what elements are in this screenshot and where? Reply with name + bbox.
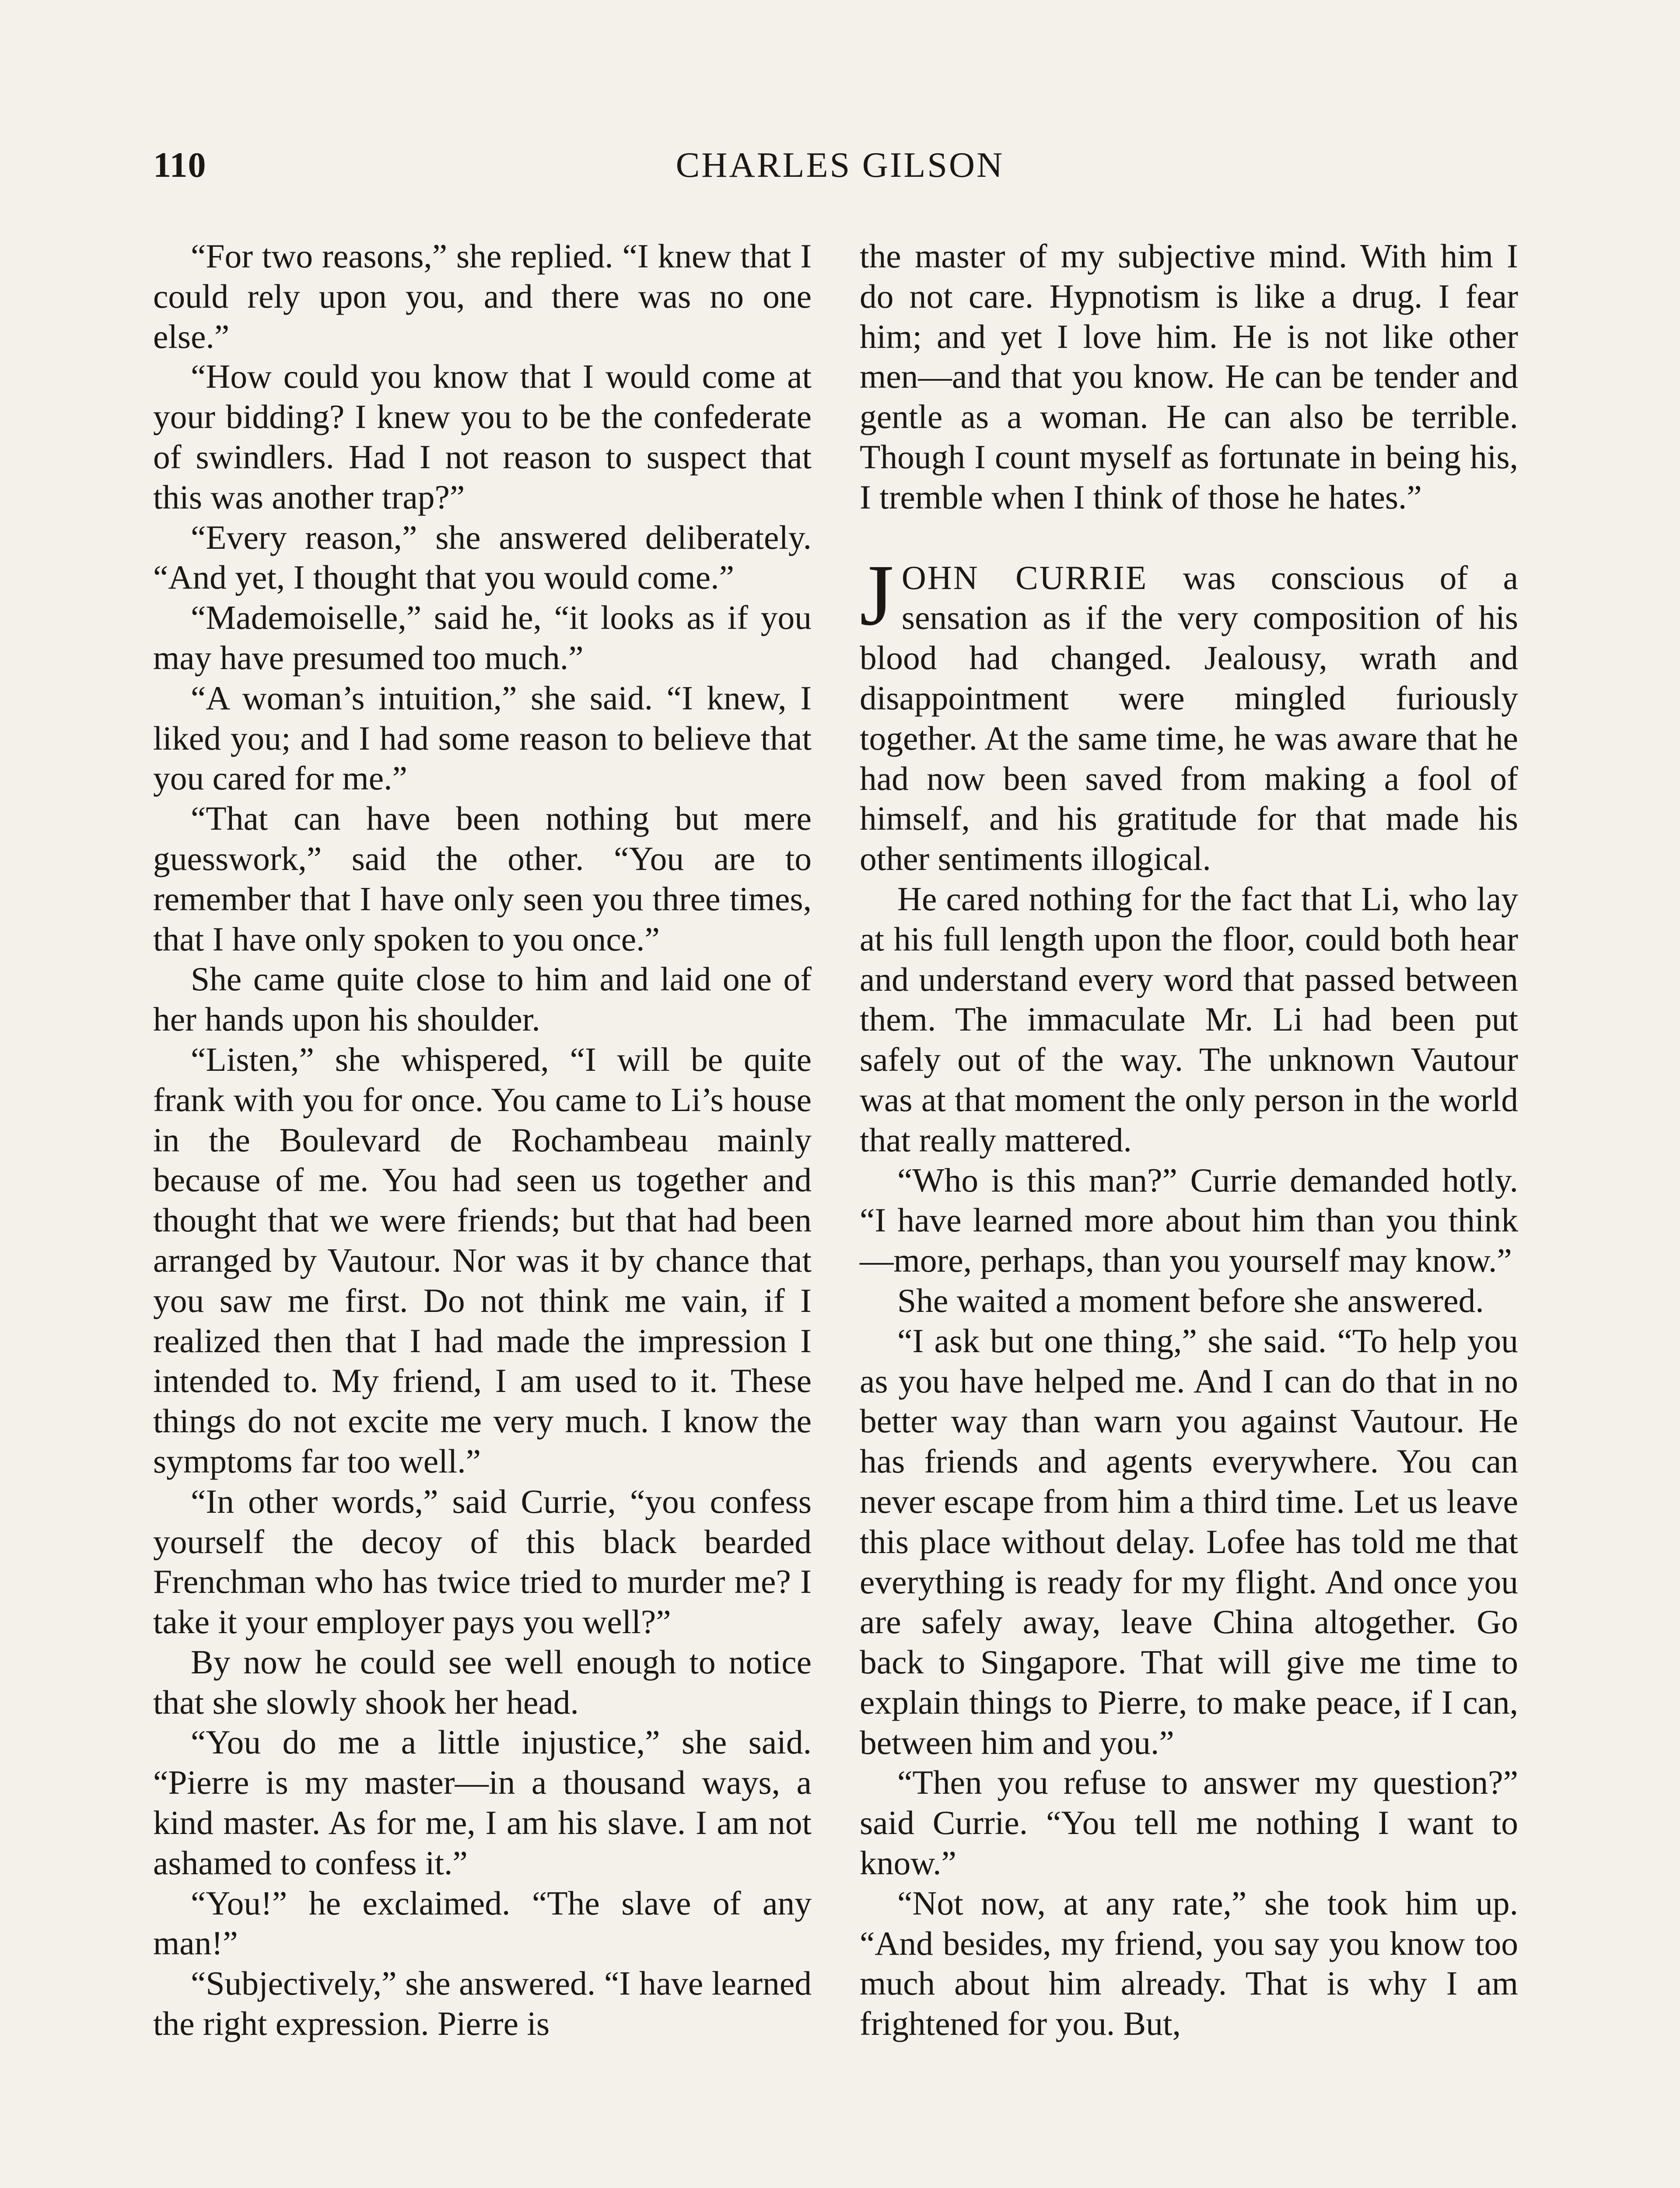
- paragraph: “For two reasons,” she replied. “I knew that I could rely upon you, and there was no one else.”: [153, 237, 812, 355]
- page-number: 110: [153, 145, 206, 185]
- page-header: [153, 144, 1527, 193]
- paragraph: “I ask but one thing,” she said. “To help you as you have helped me. And I can do that in no better way than warn you against Vautour. He has friends and agents everywhere. You can never escape from him a third time. Let us leave this place without delay. Lofee has told me that everything is ready for my flight. And once you are safely away, leave China altogether. Go back to Singapore. That will give me time to explain things to Pierre, to make peace, if I can, between him and you.”: [860, 1322, 1518, 1761]
- paragraph: “You!” he exclaimed. “The slave of any man!”: [153, 1884, 812, 1962]
- paragraph: He cared nothing for the fact that Li, who lay at his full length upon the floor, could both hear and understand every word that passed between them. The immaculate Mr. Li had been put safely out of the way. The unknown Vautour was at that moment the only person in the world that really mattered.: [860, 880, 1518, 1159]
- paragraph: By now he could see well enough to notice that she slowly shook her head.: [153, 1643, 812, 1721]
- continued-paragraph: the master of my subjective mind. With him I do not care. Hypnotism is like a drug. I fear him; and yet I love him. He is not like other men—and that you know. He can be tender and gentle as a woman. He can also be terrible. Though I count myself as fortunate in being his, I tremble when I think of those he hates.”: [860, 237, 1518, 516]
- drop-cap: J: [860, 547, 894, 644]
- section-opening-paragraph: [860, 547, 1518, 879]
- paragraph: “Every reason,” she answered deliberately. “And yet, I thought that you would come.”: [153, 518, 812, 596]
- paragraph: She came quite close to him and laid one of her hands upon his shoulder.: [153, 960, 812, 1038]
- paragraph: “Subjectively,” she answered. “I have learned the right expression. Pierre is: [153, 1964, 812, 2043]
- lead-in-caps: OHN CURRIE: [901, 558, 1148, 596]
- paragraph: “A woman’s intuition,” she said. “I knew, I liked you; and I had some reason to believe that you cared for me.”: [153, 679, 812, 797]
- paragraph: She waited a moment before she answered.: [897, 1281, 1484, 1319]
- paragraph: “You do me a little injustice,” she said. “Pierre is my master—in a thousand ways, a kind master. As for me, I am his slave. I am not ashamed to confess it.”: [153, 1723, 812, 1882]
- paragraph: “Who is this man?” Currie demanded hotly. “I have learned more about him than you think—more, perhaps, than you yourself may know.”: [860, 1161, 1518, 1280]
- paragraph: “Then you refuse to answer my question?” said Currie. “You tell me nothing I want to know.”: [860, 1764, 1518, 1882]
- paragraph: “Not now, at any rate,” she took him up. “And besides, my friend, you say you know too much about him already. That is why I am frightened for you. But,: [860, 1884, 1518, 2043]
- paragraph: “Mademoiselle,” said he, “it looks as if you may have presumed too much.”: [153, 599, 812, 677]
- paragraph: “Listen,” she whispered, “I will be quite frank with you for once. You came to Li’s house in the Boulevard de Rochambeau mainly because of me. You had seen us together and thought that we were friends; but that had been arranged by Vautour. Nor was it by chance that you saw me first. Do not think me vain, if I realized then that I had made the impression I intended to. My friend, I am used to it. These things do not excite me very much. I know the symptoms far too well.”: [153, 1040, 812, 1480]
- paragraph: “That can have been nothing but mere guesswork,” said the other. “You are to remember that I have only seen you three times, that I have only spoken to you once.”: [153, 799, 812, 958]
- section-opening-text: was conscious of a sensation as if the very composition of his blood had changed. Jealousy, wrath and disappointment were mingled furiously together. At the same time, he was aware that he had now been saved from making a fool of himself, and his gratitude for that made his other sentiments illogical.: [860, 558, 1518, 878]
- right-column: [860, 236, 1518, 2044]
- paragraph: “In other words,” said Currie, “you confess yourself the decoy of this black bearded Frenchman who has twice tried to murder me? I take it your employer pays you well?”: [153, 1482, 812, 1641]
- running-head: CHARLES GILSON: [676, 145, 1004, 185]
- paragraph: “How could you know that I would come at your bidding? I knew you to be the confederate of swindlers. Had I not reason to suspect that this was another trap?”: [153, 358, 812, 516]
- left-column: [153, 236, 812, 2044]
